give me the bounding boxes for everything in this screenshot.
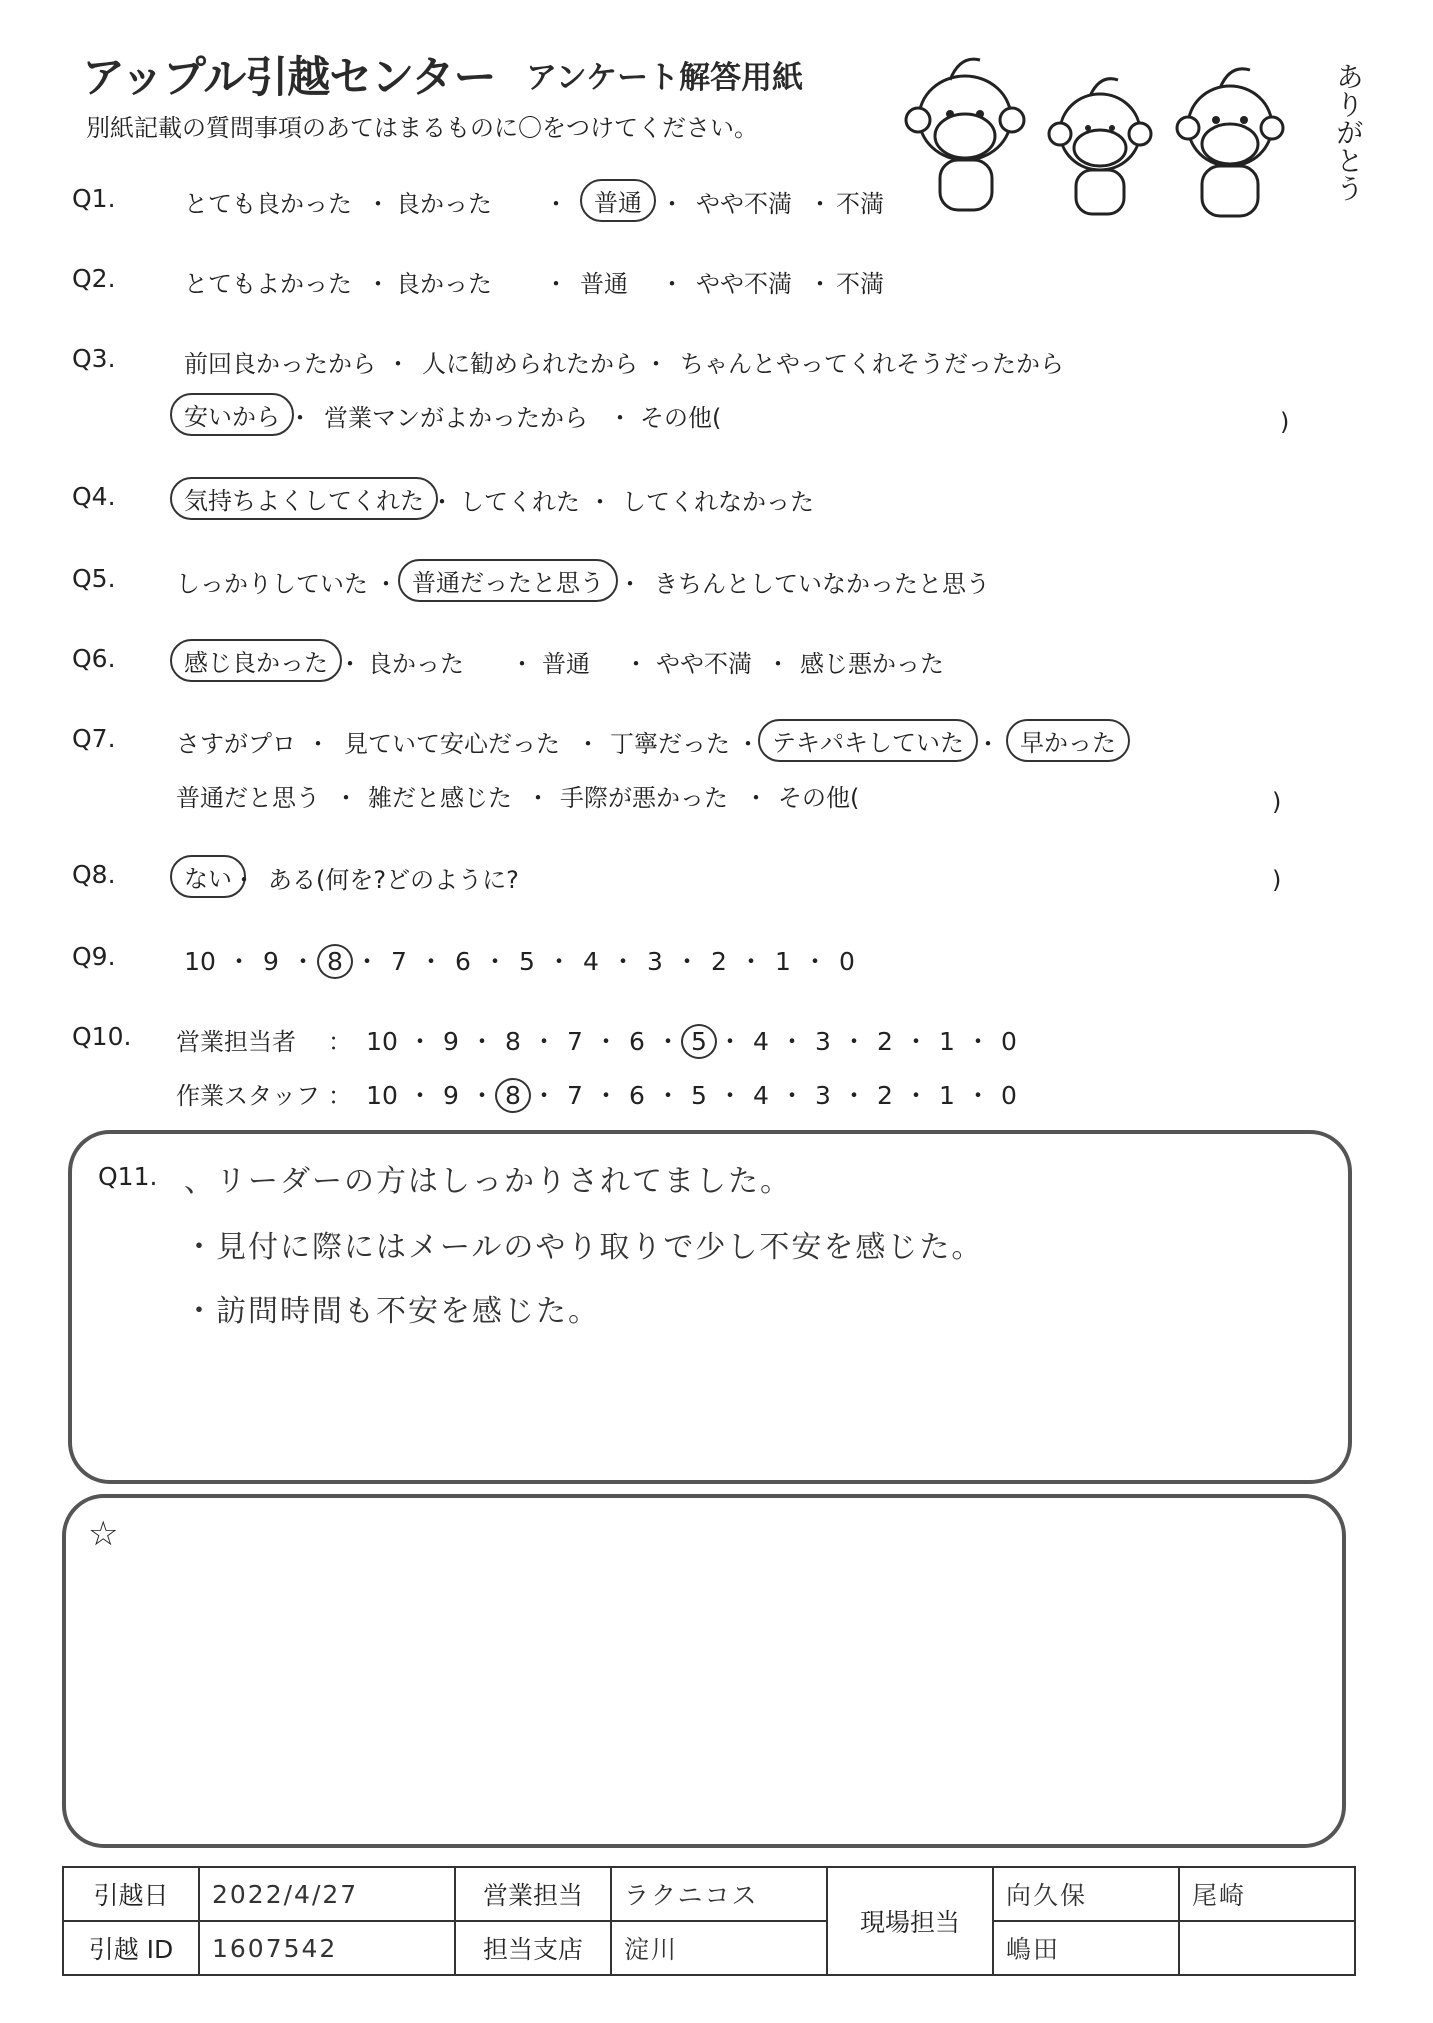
- q2-option[interactable]: とてもよかった: [184, 270, 352, 298]
- scale-separator: ・: [717, 1081, 743, 1110]
- scale-separator: ・: [354, 947, 380, 976]
- q7-option[interactable]: 丁寧だった: [610, 730, 730, 758]
- question-q10: Q10. 営業担当者 ： 10 ・ 9 ・ 8 ・ 7 ・ 6 ・ 5 ・ 4 ・ 3 ・ 2 ・ 1 ・ 0 作業スタッフ ： 10 ・ 9 ・ 8 ・ 7 ・ 6 ・ 5 ・ 4 ・ 3 ・ 2 ・ 1 ・ 0: [60, 1014, 1360, 1124]
- q6-option[interactable]: 感じ悪かった: [800, 650, 944, 678]
- site-label: 現場担当: [827, 1867, 993, 1975]
- q9-scale-option[interactable]: 5: [519, 947, 535, 976]
- q10-sales-option[interactable]: 5: [681, 1024, 717, 1059]
- scale-separator: ・: [531, 1081, 557, 1110]
- scale-separator: ・: [841, 1027, 867, 1056]
- q10-staff-option[interactable]: 4: [753, 1081, 769, 1110]
- q5-option[interactable]: しっかりしていた: [176, 570, 368, 598]
- q9-scale-option[interactable]: 4: [583, 947, 599, 976]
- q4-option-selected[interactable]: 気持ちよくしてくれた: [170, 477, 438, 520]
- q9-scale-option[interactable]: 8: [317, 944, 353, 979]
- q10-staff-option[interactable]: 0: [1001, 1081, 1017, 1110]
- scale-separator: ・: [903, 1027, 929, 1056]
- q9-scale-option[interactable]: 10: [184, 947, 216, 976]
- q10-staff-option[interactable]: 3: [815, 1081, 831, 1110]
- scale-separator: ・: [469, 1081, 495, 1110]
- sales-label: 営業担当: [455, 1867, 611, 1921]
- scale-separator: ・: [779, 1081, 805, 1110]
- scale-separator: ・: [407, 1081, 433, 1110]
- q6-option-selected[interactable]: 感じ良かった: [170, 639, 342, 682]
- q1-option[interactable]: とても良かった: [184, 190, 352, 218]
- q8-option[interactable]: ある(何を?どのように?: [268, 866, 519, 894]
- scale-separator: ・: [903, 1081, 929, 1110]
- q9-scale: [184, 942, 856, 978]
- q1-option-selected[interactable]: 普通: [580, 179, 656, 222]
- q9-scale-option[interactable]: 2: [711, 947, 727, 976]
- q9-scale-option[interactable]: 0: [839, 947, 855, 976]
- q7-option[interactable]: 普通だと思う: [176, 784, 320, 812]
- q9-scale-option[interactable]: 7: [391, 947, 407, 976]
- site-staff-4: [1179, 1921, 1355, 1975]
- scale-separator: ・: [779, 1027, 805, 1056]
- q7-option[interactable]: 雑だと感じた: [368, 784, 512, 812]
- q10-sales-option[interactable]: 3: [815, 1027, 831, 1056]
- q1-option[interactable]: やや不満: [696, 190, 792, 218]
- branch-label: 担当支店: [455, 1921, 611, 1975]
- q7-option[interactable]: 見ていて安心だった: [344, 730, 560, 758]
- sales-value: ラクニコス: [611, 1867, 827, 1921]
- scale-separator: ・: [226, 947, 252, 976]
- q10-sales-option[interactable]: 1: [939, 1027, 955, 1056]
- q3-option[interactable]: その他(: [640, 404, 722, 432]
- scale-separator: ・: [655, 1081, 681, 1110]
- q1-option[interactable]: 不満: [836, 190, 884, 218]
- instruction-text: 別紙記載の質問事項のあてはまるものに〇をつけてください。: [86, 114, 758, 142]
- q6-option[interactable]: 普通: [542, 650, 590, 678]
- thanks-text: ありがとう: [1332, 62, 1365, 202]
- scale-separator: ・: [418, 947, 444, 976]
- q7-option-selected[interactable]: 早かった: [1006, 719, 1130, 762]
- scale-separator: ・: [738, 947, 764, 976]
- q10-sales-scale: [366, 1022, 1018, 1058]
- scale-separator: ・: [593, 1027, 619, 1056]
- q9-scale-option[interactable]: 1: [775, 947, 791, 976]
- footer-info-table: [62, 1866, 1356, 1976]
- q11-comment-box[interactable]: Q11. 、リーダーの方はしっかりされてました。 ・見付に際にはメールのやり取りで少し不安を感じた。 ・訪問時間も不安を感じた。: [68, 1130, 1352, 1484]
- q10-staff-option[interactable]: 8: [495, 1078, 531, 1113]
- q10-sales-option[interactable]: 0: [1001, 1027, 1017, 1056]
- scale-separator: ・: [290, 947, 316, 976]
- scale-separator: ・: [407, 1027, 433, 1056]
- scale-separator: ・: [674, 947, 700, 976]
- q1-option[interactable]: 良かった: [396, 190, 492, 218]
- q2-option[interactable]: 普通: [580, 270, 628, 298]
- q4-option[interactable]: してくれた: [460, 488, 580, 516]
- q10-sales-option[interactable]: 8: [505, 1027, 521, 1056]
- move-id-value: 1607542: [199, 1921, 455, 1975]
- question-q3: Q3. 前回良かったから ・ 人に勧められたから ・ ちゃんとやってくれそうだったから 安いから ・ 営業マンがよかったから ・ その他( ): [72, 344, 1290, 436]
- q10-staff-option[interactable]: 1: [939, 1081, 955, 1110]
- question-q4: Q4. 気持ちよくしてくれた ・ してくれた ・ してくれなかった: [60, 474, 1360, 522]
- scale-separator: ・: [610, 947, 636, 976]
- scale-separator: ・: [593, 1081, 619, 1110]
- question-q7: Q7. さすがプロ ・ 見ていて安心だった ・ 丁寧だった ・ テキパキしていた ・ 早かった 普通だと思う ・ 雑だと感じた ・ 手際が悪かった ・ その他( ): [60, 716, 1360, 826]
- q10-sales-option[interactable]: 9: [443, 1027, 459, 1056]
- q11-comment-line: ・見付に際にはメールのやり取りで少し不安を感じた。: [184, 1230, 984, 1265]
- q6-option[interactable]: 良かった: [368, 650, 464, 678]
- q10-staff-option[interactable]: 2: [877, 1081, 893, 1110]
- q4-option[interactable]: してくれなかった: [622, 488, 814, 516]
- q10-sales-option[interactable]: 2: [877, 1027, 893, 1056]
- q3-option[interactable]: 人に勧められたから: [422, 350, 638, 378]
- scale-separator: ・: [841, 1081, 867, 1110]
- q7-option[interactable]: さすがプロ: [176, 730, 296, 758]
- q10-sales-option[interactable]: 6: [629, 1027, 645, 1056]
- q9-scale-option[interactable]: 3: [647, 947, 663, 976]
- scale-separator: ・: [655, 1027, 681, 1056]
- q3-option-selected[interactable]: 安いから: [170, 393, 294, 436]
- site-staff-2: 尾崎: [1179, 1867, 1355, 1921]
- q6-option[interactable]: やや不満: [656, 650, 752, 678]
- question-q1: Q1. とても良かった ・ 良かった ・ 普通 ・ やや不満 ・ 不満: [60, 176, 1360, 224]
- q7-option-selected[interactable]: テキパキしていた: [758, 719, 978, 762]
- question-q6: Q6. 感じ良かった ・ 良かった ・ 普通 ・ やや不満 ・ 感じ悪かった: [60, 636, 1360, 684]
- q10-staff-option[interactable]: 10: [366, 1081, 398, 1110]
- q10-sales-option[interactable]: 10: [366, 1027, 398, 1056]
- question-q9: Q9. 10 ・ 9 ・ 8 ・ 7 ・ 6 ・ 5 ・ 4 ・ 3 ・ 2 ・ 1 ・ 0: [60, 934, 1360, 982]
- q2-option[interactable]: 不満: [836, 270, 884, 298]
- star-comment-box[interactable]: [62, 1494, 1346, 1848]
- move-id-label: 引越 ID: [63, 1921, 199, 1975]
- site-staff-1: 向久保: [993, 1867, 1179, 1921]
- scale-separator: ・: [802, 947, 828, 976]
- question-q2: Q2. とてもよかった ・ 良かった ・ 普通 ・ やや不満 ・ 不満: [72, 264, 884, 298]
- q7-option[interactable]: その他(: [778, 784, 860, 812]
- q10-sales-option[interactable]: 4: [753, 1027, 769, 1056]
- scale-separator: ・: [469, 1027, 495, 1056]
- q11-comment-line: 、リーダーの方はしっかりされてました。: [184, 1164, 792, 1199]
- scale-separator: ・: [965, 1081, 991, 1110]
- move-date-value: 2022/4/27: [199, 1867, 455, 1921]
- q10-staff-option[interactable]: 6: [629, 1081, 645, 1110]
- q10-staff-option[interactable]: 7: [567, 1081, 583, 1110]
- q10-staff-option[interactable]: 5: [691, 1081, 707, 1110]
- branch-value: 淀川: [611, 1921, 827, 1975]
- q3-option[interactable]: 営業マンがよかったから: [324, 404, 588, 432]
- form-subtitle: アンケート解答用紙: [526, 60, 804, 96]
- q5-option-selected[interactable]: 普通だったと思う: [398, 559, 618, 602]
- scale-separator: ・: [965, 1027, 991, 1056]
- site-staff-3: 嶋田: [993, 1921, 1179, 1975]
- q10-staff-option[interactable]: 9: [443, 1081, 459, 1110]
- scale-separator: ・: [531, 1027, 557, 1056]
- move-date-label: 引越日: [63, 1867, 199, 1921]
- question-q5: Q5. しっかりしていた ・ 普通だったと思う ・ きちんとしていなかったと思う: [60, 556, 1360, 604]
- q2-option[interactable]: やや不満: [696, 270, 792, 298]
- q8-option-selected[interactable]: ない: [170, 855, 246, 898]
- form-title: アップル引越センター: [82, 53, 496, 103]
- q3-option[interactable]: ちゃんとやってくれそうだったから: [680, 350, 1064, 378]
- star-icon: ☆: [88, 1514, 119, 1554]
- scale-separator: ・: [482, 947, 508, 976]
- scale-separator: ・: [717, 1027, 743, 1056]
- q9-scale-option[interactable]: 9: [263, 947, 279, 976]
- q10-sales-label: 営業担当者: [176, 1028, 296, 1056]
- question-q8: Q8. ない ・ ある(何を?どのように? ): [60, 852, 1360, 900]
- scale-separator: ・: [546, 947, 572, 976]
- q3-option[interactable]: 前回良かったから: [184, 350, 376, 378]
- q9-scale-option[interactable]: 6: [455, 947, 471, 976]
- q2-option[interactable]: 良かった: [396, 270, 492, 298]
- q10-sales-option[interactable]: 7: [567, 1027, 583, 1056]
- q5-option[interactable]: きちんとしていなかったと思う: [654, 570, 990, 598]
- q11-comment-line: ・訪問時間も不安を感じた。: [184, 1294, 600, 1329]
- q10-staff-label: 作業スタッフ: [176, 1082, 320, 1110]
- q10-staff-scale: [366, 1076, 1018, 1112]
- q7-option[interactable]: 手際が悪かった: [560, 784, 728, 812]
